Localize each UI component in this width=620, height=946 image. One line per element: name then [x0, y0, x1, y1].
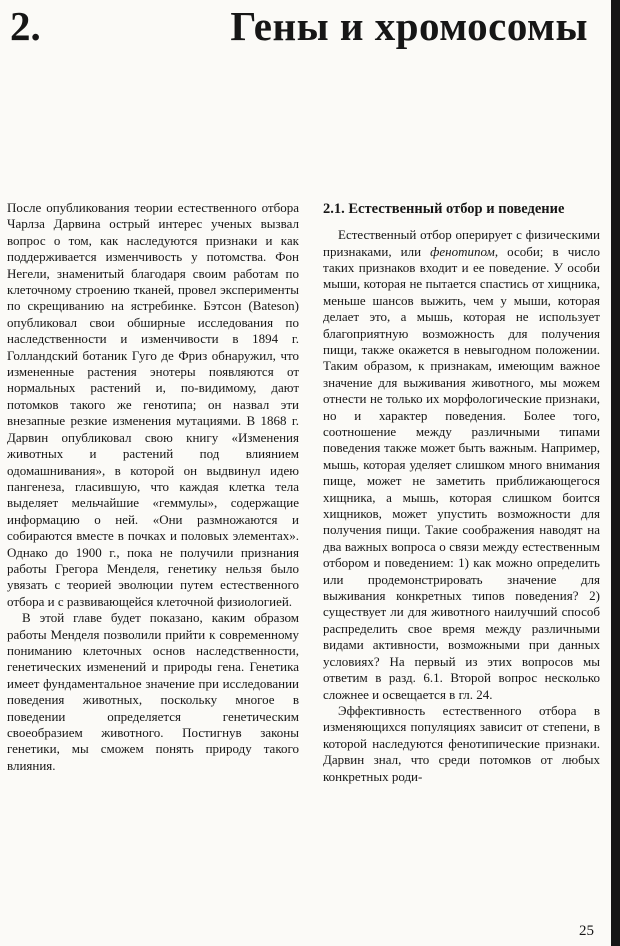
- paragraph-chapter-overview: В этой главе будет показано, каким образом работы Менделя позволили прийти к современному пониманию клеточных основ наследственности, генетических изменений и природы гена. Генетика имеет фундаментальное значение при исследовании поведения животных, поскольку многое в поведении определяется генетическим своеобразием животного. Постигнув законы генетики, мы сможем понять природу такого влияния.: [7, 610, 299, 773]
- text-columns: [7, 200, 600, 785]
- paragraph-natural-selection: [323, 227, 600, 703]
- paragraph-text-after: , особи; в число таких признаков входит и ее поведение. У особи мыши, которая не пытается спастись от хищника, меньше шансов выжить, чем у мыши, которая делает это, а мышь, которая не использует благоприятную возможность для получения пищи, также окажется в невыгодном положении. Таким образом, к признакам, имеющим важное значение для выживания животного, мы можем отнести не только их морфологические признаки, но и характер поведения. Более того, соотношение между различными типами поведения также может быть важным. Например, мышь, которая уделяет слишком много внимания пище, может не заметить приближающегося хищника, а мышь, которая слишком боится хищников, может упустить возможности для получения пищи. Такие соображения наводят на два важных вопроса о связи между естественным отбором и поведением: 1) как можно определить или продемонстрировать значение для выживания конкретных типов поведения? 2) существует ли для животного наилучший способ распределить свое время между различными видами активности, возможными при данных условиях? На первый из этих вопросов мы ответим в разд. 6.1. Второй вопрос несколько сложнее и освещается в гл. 24.: [323, 243, 600, 702]
- page-number: 25: [579, 923, 594, 939]
- left-column: [7, 200, 299, 785]
- paragraph-genetics-history: После опубликования теории естественного отбора Чарлза Дарвина острый интерес ученых вызвал вопрос о том, как наследуются признаки и как поддерживается изменчивость у потомства. Фон Негели, знаменитый благодаря своим работам по клеточному строению тканей, провел эксперименты по скрещиванию на ястребинке. Бэтсон (Bateson) опубликовал свои обширные исследования по наследственности и изменчивости в 1894 г. Голландский ботаник Гуго де Фриз обнаружил, что измененные растения энотеры появляются от нормальных растений и, по-видимому, дают потомков такого же генотипа; он назвал эти внезапные резкие изменения мутациями. В 1868 г. Дарвин опубликовал свою книгу «Изменения животных и растений под влиянием одомашнивания», в которой он выдвинул идею пангенеза, гласившую, что каждая клетка тела выделяет мельчайшие «геммулы», содержащие информацию о ней. «Они размножаются и собираются вместе в почках и половых элементах». Однако до 1900 г., пока не получили признания работы Грегора Менделя, генетику нельзя было увязать с теорией эволюции путем естественного отбора и с развивающейся клеточной физиологией.: [7, 200, 299, 609]
- right-column: [323, 200, 600, 785]
- chapter-number: 2.: [10, 3, 41, 49]
- scan-edge-strip: [611, 0, 620, 946]
- chapter-title: Гены и хромосомы: [230, 3, 588, 49]
- paragraph-text-before: Естественный отбор оперирует с физическими признаками, или: [323, 227, 600, 259]
- paragraph-heritability: Эффективность естественного отбора в изменяющихся популяциях зависит от степени, в которой наследуются фенотипические признаки. Дарвин знал, что среди потомков от любых конкретных роди-: [323, 702, 600, 784]
- chapter-header: [0, 0, 620, 49]
- italic-term-phenotype: фенотипом: [430, 243, 495, 259]
- section-heading: 2.1. Естественный отбор и поведение: [323, 201, 565, 217]
